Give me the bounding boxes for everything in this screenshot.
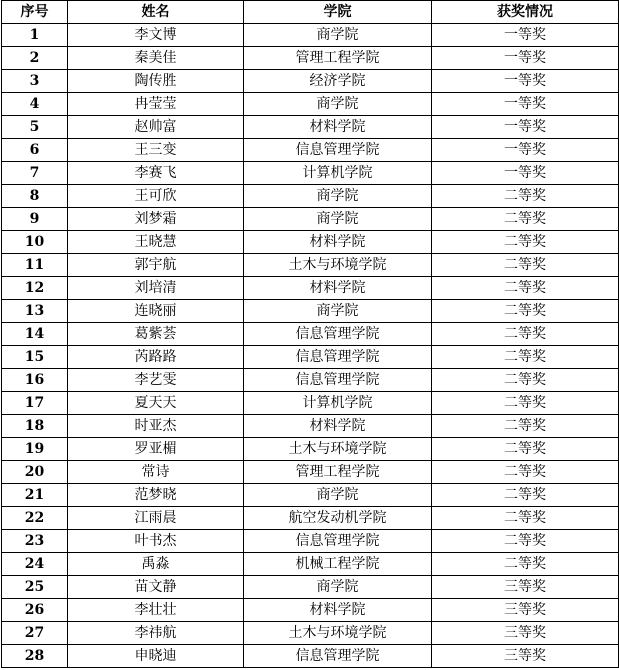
cell-award: 一等奖 <box>432 47 619 70</box>
cell-award: 二等奖 <box>432 346 619 369</box>
cell-index: 18 <box>2 415 68 438</box>
table-row <box>2 369 619 392</box>
header-index: 序号 <box>2 1 68 24</box>
header-award: 获奖情况 <box>432 1 619 24</box>
cell-award: 二等奖 <box>432 438 619 461</box>
cell-award: 二等奖 <box>432 461 619 484</box>
cell-name: 李艺雯 <box>68 369 244 392</box>
cell-index: 25 <box>2 576 68 599</box>
cell-award: 三等奖 <box>432 599 619 622</box>
cell-name: 芮路路 <box>68 346 244 369</box>
cell-college: 信息管理学院 <box>244 369 432 392</box>
cell-name: 王晓慧 <box>68 231 244 254</box>
cell-award: 二等奖 <box>432 392 619 415</box>
cell-index: 22 <box>2 507 68 530</box>
cell-name: 葛紫荟 <box>68 323 244 346</box>
table-row <box>2 438 619 461</box>
cell-college: 材料学院 <box>244 231 432 254</box>
cell-name: 夏天天 <box>68 392 244 415</box>
cell-index: 28 <box>2 645 68 668</box>
table-row <box>2 185 619 208</box>
cell-award: 二等奖 <box>432 484 619 507</box>
table-row <box>2 576 619 599</box>
cell-index: 9 <box>2 208 68 231</box>
cell-index: 7 <box>2 162 68 185</box>
cell-name: 李壮壮 <box>68 599 244 622</box>
cell-award: 一等奖 <box>432 70 619 93</box>
cell-award: 一等奖 <box>432 139 619 162</box>
cell-college: 商学院 <box>244 576 432 599</box>
cell-index: 4 <box>2 93 68 116</box>
cell-index: 21 <box>2 484 68 507</box>
cell-award: 二等奖 <box>432 277 619 300</box>
table-row <box>2 116 619 139</box>
table-row <box>2 553 619 576</box>
cell-college: 机械工程学院 <box>244 553 432 576</box>
cell-award: 二等奖 <box>432 530 619 553</box>
table-row <box>2 507 619 530</box>
cell-college: 计算机学院 <box>244 392 432 415</box>
header-college: 学院 <box>244 1 432 24</box>
cell-college: 土木与环境学院 <box>244 622 432 645</box>
table-row <box>2 622 619 645</box>
cell-award: 二等奖 <box>432 323 619 346</box>
cell-college: 管理工程学院 <box>244 461 432 484</box>
cell-name: 禹淼 <box>68 553 244 576</box>
cell-name: 刘梦霜 <box>68 208 244 231</box>
cell-college: 材料学院 <box>244 415 432 438</box>
cell-college: 信息管理学院 <box>244 530 432 553</box>
cell-name: 王三变 <box>68 139 244 162</box>
cell-college: 商学院 <box>244 208 432 231</box>
cell-index: 19 <box>2 438 68 461</box>
cell-award: 二等奖 <box>432 553 619 576</box>
cell-college: 信息管理学院 <box>244 323 432 346</box>
cell-award: 二等奖 <box>432 507 619 530</box>
table-row <box>2 461 619 484</box>
cell-award: 二等奖 <box>432 300 619 323</box>
cell-college: 信息管理学院 <box>244 346 432 369</box>
cell-college: 商学院 <box>244 484 432 507</box>
cell-index: 3 <box>2 70 68 93</box>
cell-award: 二等奖 <box>432 208 619 231</box>
cell-college: 计算机学院 <box>244 162 432 185</box>
table-row <box>2 645 619 668</box>
cell-name: 叶书杰 <box>68 530 244 553</box>
table-row <box>2 231 619 254</box>
cell-name: 陶传胜 <box>68 70 244 93</box>
cell-award: 二等奖 <box>432 254 619 277</box>
cell-award: 二等奖 <box>432 415 619 438</box>
cell-college: 商学院 <box>244 300 432 323</box>
cell-name: 刘培清 <box>68 277 244 300</box>
cell-college: 航空发动机学院 <box>244 507 432 530</box>
cell-name: 范梦晓 <box>68 484 244 507</box>
cell-index: 24 <box>2 553 68 576</box>
cell-index: 2 <box>2 47 68 70</box>
cell-award: 一等奖 <box>432 116 619 139</box>
cell-college: 管理工程学院 <box>244 47 432 70</box>
cell-college: 信息管理学院 <box>244 645 432 668</box>
cell-index: 23 <box>2 530 68 553</box>
table-row <box>2 24 619 47</box>
table-row <box>2 415 619 438</box>
cell-award: 二等奖 <box>432 369 619 392</box>
cell-name: 申晓迪 <box>68 645 244 668</box>
cell-name: 秦美佳 <box>68 47 244 70</box>
cell-award: 二等奖 <box>432 231 619 254</box>
cell-award: 三等奖 <box>432 645 619 668</box>
cell-award: 一等奖 <box>432 24 619 47</box>
cell-index: 17 <box>2 392 68 415</box>
table-row <box>2 139 619 162</box>
table-row <box>2 47 619 70</box>
table-row <box>2 392 619 415</box>
cell-award: 三等奖 <box>432 576 619 599</box>
cell-college: 商学院 <box>244 24 432 47</box>
cell-award: 三等奖 <box>432 622 619 645</box>
header-name: 姓名 <box>68 1 244 24</box>
cell-index: 13 <box>2 300 68 323</box>
cell-name: 李赛飞 <box>68 162 244 185</box>
cell-index: 14 <box>2 323 68 346</box>
cell-award: 二等奖 <box>432 185 619 208</box>
cell-college: 材料学院 <box>244 116 432 139</box>
cell-college: 商学院 <box>244 93 432 116</box>
cell-index: 16 <box>2 369 68 392</box>
cell-index: 20 <box>2 461 68 484</box>
table-body <box>2 24 619 668</box>
cell-college: 土木与环境学院 <box>244 438 432 461</box>
table-row <box>2 300 619 323</box>
cell-index: 15 <box>2 346 68 369</box>
cell-award: 一等奖 <box>432 93 619 116</box>
cell-name: 苗文静 <box>68 576 244 599</box>
cell-name: 王可欣 <box>68 185 244 208</box>
cell-index: 26 <box>2 599 68 622</box>
cell-index: 1 <box>2 24 68 47</box>
cell-name: 冉莹莹 <box>68 93 244 116</box>
table-row <box>2 254 619 277</box>
award-table <box>1 0 619 668</box>
cell-college: 土木与环境学院 <box>244 254 432 277</box>
cell-college: 商学院 <box>244 185 432 208</box>
table-row <box>2 277 619 300</box>
cell-college: 材料学院 <box>244 277 432 300</box>
table-row <box>2 599 619 622</box>
table-row <box>2 162 619 185</box>
cell-name: 常诗 <box>68 461 244 484</box>
cell-index: 12 <box>2 277 68 300</box>
cell-index: 8 <box>2 185 68 208</box>
cell-name: 江雨晨 <box>68 507 244 530</box>
cell-name: 连晓丽 <box>68 300 244 323</box>
table-row <box>2 323 619 346</box>
cell-name: 罗亚楣 <box>68 438 244 461</box>
cell-index: 6 <box>2 139 68 162</box>
cell-index: 5 <box>2 116 68 139</box>
cell-name: 郭宇航 <box>68 254 244 277</box>
table-row <box>2 484 619 507</box>
cell-college: 经济学院 <box>244 70 432 93</box>
table-header-row <box>2 1 619 24</box>
cell-index: 10 <box>2 231 68 254</box>
cell-college: 信息管理学院 <box>244 139 432 162</box>
cell-college: 材料学院 <box>244 599 432 622</box>
cell-name: 时亚杰 <box>68 415 244 438</box>
cell-name: 李祎航 <box>68 622 244 645</box>
cell-name: 赵帅富 <box>68 116 244 139</box>
table-row <box>2 346 619 369</box>
table-row <box>2 208 619 231</box>
table-row <box>2 70 619 93</box>
cell-name: 李文博 <box>68 24 244 47</box>
table-row <box>2 93 619 116</box>
cell-index: 27 <box>2 622 68 645</box>
cell-award: 一等奖 <box>432 162 619 185</box>
table-row <box>2 530 619 553</box>
cell-index: 11 <box>2 254 68 277</box>
